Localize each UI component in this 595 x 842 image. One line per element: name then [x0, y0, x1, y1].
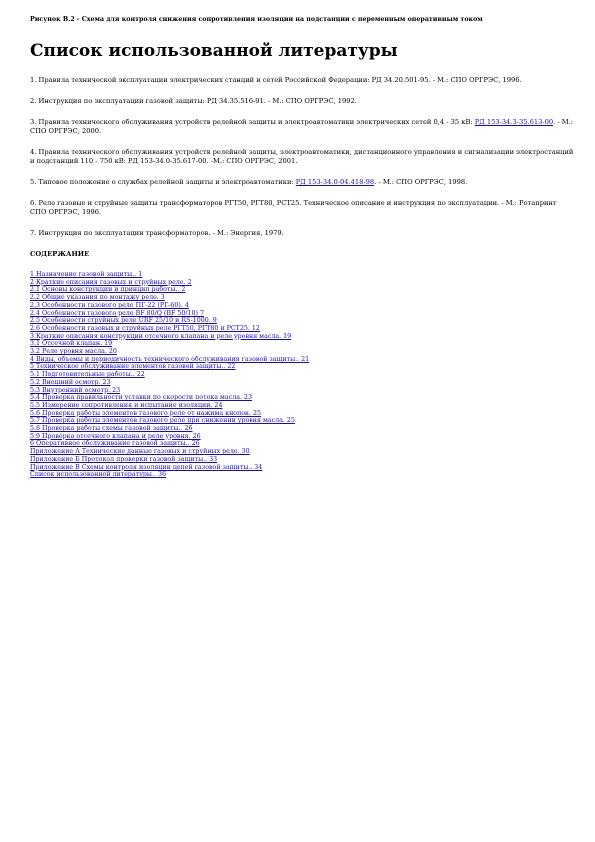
toc-item	[30, 379, 575, 387]
toc-link[interactable]: 5.2 Внешний осмотр. 23	[30, 378, 111, 386]
toc-item	[30, 302, 575, 310]
reference-item: 4. Правила технического обслуживания устройств релейной защиты, электроавтоматики, дистанционного управления и сигнализации электростанций и подстанций 110 - 750 кВ: РД 153-34.0-35.617-00. -М.: СПО ОРГРЭС, 2001.	[30, 148, 574, 165]
toc-item	[30, 387, 575, 395]
toc-item	[30, 279, 575, 287]
toc-link[interactable]: 5.6 Проверка работы элементов газового реле от нажима кнопок. 25	[30, 409, 262, 417]
page-title: Список использованной литературы	[30, 41, 398, 61]
figure-caption: Рисунок В.2 - Схема для контроля снижения сопротивления изоляции на подстанции с переменным оперативным током	[30, 16, 483, 23]
reference-item: 1. Правила технической эксплуатации электрических станций и сетей Российской Федерации: РД 34.20.501-95. - М.: СПО ОРГРЭС, 1996.	[30, 76, 522, 84]
reference-item: 5. Типовое положение о службах релейной защиты и электроавтоматики: РД 153-34.0-04.418-98. - М.: СПО ОРГРЭС, 1998.	[30, 178, 468, 186]
reference-list	[30, 76, 575, 238]
toc-item	[30, 294, 575, 302]
toc-item	[30, 433, 575, 441]
toc-item	[30, 317, 575, 325]
document-page	[30, 16, 575, 479]
toc-item	[30, 402, 575, 410]
toc-link[interactable]: 1 Назначение газовой защиты.. 1	[30, 271, 143, 278]
toc-link[interactable]: 3 Краткие описания конструкции отсечного клапана и реле уровня масла. 19	[30, 332, 292, 340]
toc-heading: СОДЕРЖАНИЕ	[30, 250, 90, 258]
toc-item	[30, 417, 575, 425]
toc-item	[30, 425, 575, 433]
toc-link[interactable]: Приложение Б Протокол проверки газовой защиты.. 33	[30, 455, 218, 463]
toc-link[interactable]: Приложение А Технические данные газовых и струйных реле. 30	[30, 448, 250, 456]
reference-link[interactable]: РД 153-34.3-35.613-00	[474, 118, 554, 126]
toc-link[interactable]: 3.1 Отсечной клапан. 19	[30, 340, 113, 348]
reference-item: 6. Реле газовые и струйные защиты трансформаторов РГТ50, РГТ80, РСТ25. Техническое описание и инструкция по эксплуатации. - М.: Ротапринт СПО ОРГРЭС, 1996.	[30, 199, 557, 216]
reference-item: 7. Инструкция по эксплуатации трансформаторов. - М.: Энергия, 1979.	[30, 229, 284, 237]
toc-item	[30, 348, 575, 356]
toc-link[interactable]: 2.6 Особенности газовых и струйных реле РГТ50, РГТ80 и РСТ25. 12	[30, 324, 260, 332]
toc-link[interactable]: 5.3 Внутренний осмотр. 23	[30, 386, 121, 394]
toc-item	[30, 356, 575, 364]
toc-link[interactable]: 5.1 Подготовительные работы.. 22	[30, 371, 145, 379]
table-of-contents	[30, 271, 575, 479]
reference-item: 2. Инструкция по эксплуатации газовой защиты: РД 34.35.516-91. - М.: СПО ОРГРЭС, 1992.	[30, 97, 357, 105]
toc-link[interactable]: 5.4 Проверка правильности уставки по скорости потока масла. 23	[30, 394, 252, 402]
toc-link[interactable]: 2.2 Общие указания по монтажу реле. 3	[30, 294, 165, 302]
toc-item	[30, 410, 575, 418]
toc-link[interactable]: Приложение В Схемы контроля изоляции цепей газовой защиты.. 34	[30, 463, 263, 471]
toc-item	[30, 371, 575, 379]
toc-item	[30, 271, 575, 279]
toc-item	[30, 394, 575, 402]
toc-link[interactable]: 5.8 Проверка работы схемы газовой защиты.. 26	[30, 425, 193, 433]
toc-item	[30, 440, 575, 448]
toc-item	[30, 333, 575, 341]
toc-item	[30, 448, 575, 456]
toc-link[interactable]: 5.9 Проверка отсечного клапана и реле уровня. 26	[30, 432, 201, 440]
toc-item	[30, 363, 575, 371]
toc-item	[30, 310, 575, 318]
toc-item	[30, 456, 575, 464]
toc-link[interactable]: 5.7 Проверка работы элементов газового реле при снижении уровня масла. 25	[30, 417, 295, 425]
toc-link[interactable]: 2.5 Особенности струйных реле URF 25/10 и RS-1000. 9	[30, 317, 217, 325]
toc-item	[30, 464, 575, 472]
toc-link[interactable]: 2.4 Особенности газового реле BF 80/Q (BF 50/10) 7	[30, 309, 204, 317]
toc-link[interactable]: 2.3 Особенности газового реле ПГ-22 (РГ-60). 4	[30, 301, 189, 309]
toc-link[interactable]: 6 Оперативное обслуживание газовой защиты.. 26	[30, 440, 200, 448]
reference-item: 3. Правила технического обслуживания устройств релейной защиты и электроавтоматики электрических сетей 0,4 - 35 кВ: РД 153-34.3-35.613-00. - М.: СПО ОРГРЭС, 2000.	[30, 118, 574, 135]
toc-link[interactable]: 2.1 Основы конструкции и принцип работы.. 2	[30, 286, 186, 294]
toc-item	[30, 325, 575, 333]
reference-link[interactable]: РД 153-34.0-04.418-98	[295, 178, 375, 186]
toc-item	[30, 340, 575, 348]
toc-link[interactable]: 4 Виды, объемы и периодичность технического обслуживания газовой защиты.. 21	[30, 355, 310, 363]
toc-link[interactable]: 2 Краткие описания газовых и струйных реле. 2	[30, 278, 192, 286]
toc-link[interactable]: 5 Техническое обслуживание элементов газовой защиты.. 22	[30, 363, 236, 371]
toc-item	[30, 471, 575, 479]
toc-item	[30, 286, 575, 294]
toc-link[interactable]: 3.2 Реле уровня масла. 20	[30, 348, 117, 356]
toc-link[interactable]: 5.5 Измерение сопротивления и испытание изоляции. 24	[30, 401, 223, 409]
toc-link[interactable]: Список использованной литературы.. 36	[30, 471, 166, 479]
